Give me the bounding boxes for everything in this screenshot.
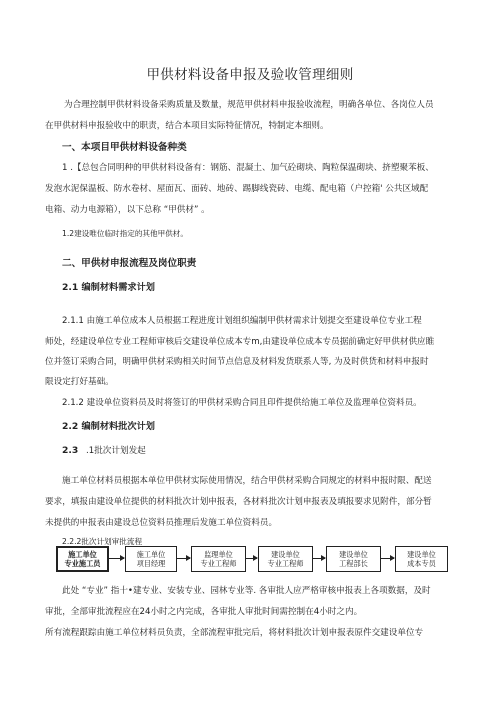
section-1-para-1-line-1: 1 .【总包合同明种的甲供材料设备有：钢筋、混凝土、加气砼砌块、陶粒保温砌块、挤塑聚苯板、 [62, 163, 434, 173]
para-2-1-2: 2.1.2 建设单位资料员及时将签订的甲供材采购合同且印件提供给施工单位及监理单位资料员。 [62, 398, 422, 408]
section-1-para-1-line-2: 发泡水泥保温板、防水卷材、屋面瓦、面砖、地砖、踢脚线瓷砖、电缆、配电箱（户控箱' 公共区域配 [45, 184, 429, 194]
section-1-para-2: 1.2建设唯位临时指定的其他甲供材。 [62, 229, 188, 238]
flow-step-6 [395, 546, 448, 572]
para-after-flow-line-1: 此处 “专业” 指十•建专业、安装专业、园林专业等. 各审批人应严格审核申报表上各项数据，及时 [62, 586, 431, 596]
para-2-1-1-line-1: 2.1.1 由施工单位成本人员根据工程进度计划组织编制甲供材需求计划提交至建设单位专业工程 [62, 316, 422, 326]
section-1-para-1-line-3: 电箱、动力电源箱），以下总称 “甲供材” 。 [45, 205, 210, 215]
para-after-flow-line-2: 审批，全部审批流程应在24小时之内完成，各审批人审批时间需控制在4小时之内。 [45, 607, 363, 617]
flow-step-2-line-2: 项目经理 [136, 559, 166, 568]
section-1-heading: 一、本项目甲供材料设备种类 [62, 142, 187, 153]
para-last-line: 所有流程跟踪由施工单位材料员负责，全部流程审批完后，将材料批次计划申报表原件交建设单位专 [45, 628, 424, 638]
flow-step-1-line-2: 专业施工员 [64, 559, 101, 568]
flow-arrow-2 [177, 558, 190, 559]
para-2-3-line-2: 要求，填报由建设单位提供的材料批次计划申报表，各材料批次计划申报表及填报要求见附件，部分暂 [45, 497, 432, 507]
section-2-heading: 二、甲供材申报流程及岗位职责 [62, 258, 197, 269]
flow-arrow-5 [381, 558, 394, 559]
flow-step-2-line-1: 施工单位 [136, 550, 166, 559]
para-2-3-line-1: 施工单位材料员根据本单位甲供材实际使用情况，结合甲供材采购合同规定的材料申报时限、配送 [62, 476, 432, 486]
para-2-3-line-3: 未提供的申报表由建设总位资料员推理后发施工单位资料员。 [45, 518, 278, 528]
flow-step-6-line-2: 成本专员 [407, 559, 436, 568]
flow-step-5 [326, 546, 381, 572]
section-2-3-heading: 2.3 [62, 445, 79, 456]
flow-step-1-line-1: 施工单位 [68, 550, 97, 559]
flow-step-1 [56, 546, 109, 572]
flow-step-6-line-1: 建设单位 [407, 550, 436, 559]
flow-step-4-line-1: 建设单位 [271, 550, 300, 559]
para-2-1-1-line-3: 位并签订采购合同，明确甲供材采购相关时间节点信息及材料发货联系人等, 为及时供货和材料申报时 [45, 357, 429, 367]
para-2-1-1-line-4: 限设定打好基础。 [45, 377, 114, 387]
flow-arrow-3 [246, 558, 257, 559]
page-title: 甲供材料设备申报及验收管理细则 [146, 67, 354, 83]
section-2-3-subheading: .1批次计划发起 [86, 446, 146, 456]
flow-arrow-1 [109, 558, 124, 559]
section-2-1-heading: 2.1 编制材料需求计划 [62, 282, 155, 293]
flow-step-4-line-2: 专业工程师 [267, 559, 304, 568]
flow-step-5-line-1: 建设单位 [339, 550, 368, 559]
flow-step-3-line-2: 专业工程师 [200, 559, 237, 568]
flow-step-2 [125, 546, 177, 572]
flow-step-5-line-2: 工程部长 [339, 559, 368, 568]
intro-line-1: 为合理控制甲供材料设备采购质量及数量，规范甲供材料申报验收流程，明确各单位、各岗位人员 [64, 100, 434, 110]
section-2-2-heading: 2.2 编制材料批次计划 [62, 421, 155, 432]
intro-line-2: 在甲供材料申报验收中的职责，结合本项目实际特征情况，特制定本细则。 [45, 121, 329, 131]
flow-step-3 [191, 546, 246, 572]
flow-caption: 2.2.2批次计划审批流程 [62, 537, 143, 546]
flow-arrow-4 [313, 558, 325, 559]
flow-step-3-line-1: 监理单位 [204, 550, 233, 559]
flow-step-4 [258, 546, 313, 572]
para-2-1-1-line-2: 师处，经建设单位专业工程师审核后交建设单位成本专m,由建设单位成本专员据前确定好甲供材供应睢 [45, 337, 435, 347]
